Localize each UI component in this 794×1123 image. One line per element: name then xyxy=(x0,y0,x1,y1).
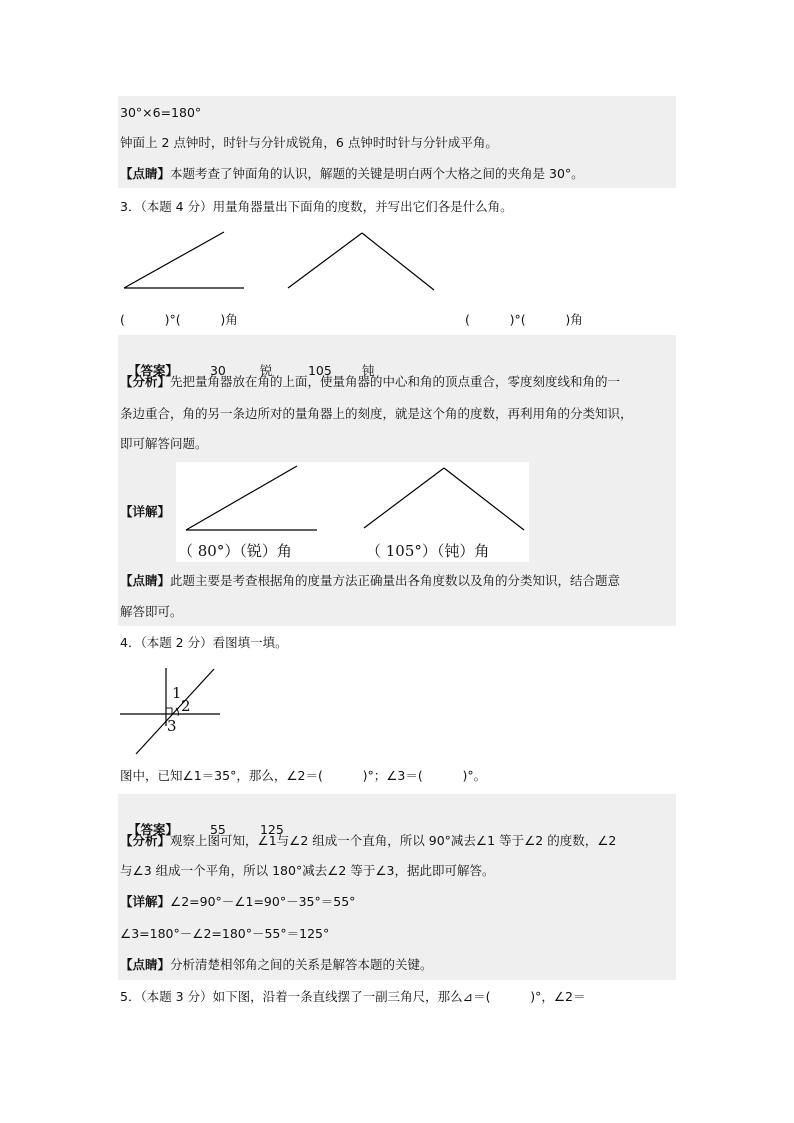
q3-detail-tag: 【详解】 xyxy=(120,504,171,519)
answer-value: 55 xyxy=(209,822,226,837)
q4-label-3: 3 xyxy=(167,717,177,735)
q4-analysis-l2: 与∠3 组成一个平角，所以 180°减去∠2 等于∠3，据此即可解答。 xyxy=(120,863,495,878)
detail-angle-obtuse xyxy=(362,462,528,538)
detail-tag: 【详解】 xyxy=(120,894,171,909)
q4-label-1: 1 xyxy=(172,684,182,702)
answer-value: 钝 xyxy=(361,363,375,378)
q2-calc: 30°×6=180° xyxy=(120,105,202,120)
answer-tag: 【答案】 xyxy=(127,363,178,378)
q2-explain: 钟面上 2 点钟时，时针与分针成锐角，6 点钟时时针与分针成平角。 xyxy=(120,135,498,150)
detail-label-right: （ 105°）（钝）角 xyxy=(366,542,490,560)
q3-angle-obtuse xyxy=(284,228,440,294)
detail-text: ∠2=90°－∠1=90°－35°＝55° xyxy=(170,894,356,909)
q4-dianjing xyxy=(120,955,433,975)
q3-blank-left: ( )°( )角 xyxy=(120,312,238,327)
detail-angle-acute xyxy=(176,462,336,538)
q3-dianjing-l1 xyxy=(120,571,620,591)
answer-value: 125 xyxy=(259,822,284,837)
dianjing-text: 分析清楚相邻角之间的关系是解答本题的关键。 xyxy=(170,957,433,972)
q3-analysis-l1 xyxy=(120,372,620,392)
q2-dianjing xyxy=(120,164,584,184)
q3-analysis-l3: 即可解答问题。 xyxy=(120,436,208,451)
q3-detail-figure xyxy=(176,462,529,562)
q4-analysis-l1 xyxy=(120,831,616,851)
q4-title: 4．（本题 2 分）看图填一填。 xyxy=(120,635,288,650)
analysis-tag: 【分析】 xyxy=(120,374,171,389)
answer-value: 锐 xyxy=(259,363,273,378)
q4-label-2: 2 xyxy=(181,697,191,715)
answer-value: 30 xyxy=(209,363,226,378)
dianjing-tag: 【点睛】 xyxy=(120,573,171,588)
q4-detail-l1 xyxy=(120,892,355,912)
q3-angle-acute xyxy=(120,228,250,294)
answer-tag: 【答案】 xyxy=(127,822,178,837)
analysis-text: 先把量角器放在角的上面，使量角器的中心和角的顶点重合，零度刻度线和角的一 xyxy=(170,374,621,389)
dianjing-text: 本题考查了钟面角的认识，解题的关键是明白两个大格之间的夹角是 30°。 xyxy=(170,166,584,181)
detail-label-left: （ 80°）（锐）角 xyxy=(178,542,292,560)
q3-dianjing-l2: 解答即可。 xyxy=(120,604,183,619)
q5-title: 5．（本题 3 分）如下图，沿着一条直线摆了一副三角尺，那么⊿＝( )°，∠2＝ xyxy=(120,989,586,1004)
dianjing-tag: 【点睛】 xyxy=(120,166,171,181)
q3-blank-right: ( )°( )角 xyxy=(465,312,583,327)
dianjing-tag: 【点睛】 xyxy=(120,957,171,972)
analysis-tag: 【分析】 xyxy=(120,833,171,848)
q3-analysis-l2: 条边重合，角的另一条边所对的量角器上的刻度，就是这个角的度数，再利用角的分类知识， xyxy=(120,406,633,421)
q4-figure xyxy=(118,664,222,756)
q3-title: 3．（本题 4 分）用量角器量出下面角的度数，并写出它们各是什么角。 xyxy=(120,199,513,214)
answer-value: 105 xyxy=(307,363,332,378)
q4-detail-l2: ∠3=180°－∠2=180°－55°＝125° xyxy=(120,926,330,941)
dianjing-text: 此题主要是考查根据角的度量方法正确量出各角度数以及角的分类知识，结合题意 xyxy=(170,573,621,588)
analysis-text: 观察上图可知，∠1与∠2 组成一个直角，所以 90°减去∠1 等于∠2 的度数，∠2 xyxy=(170,833,617,848)
q4-question: 图中，已知∠1＝35°，那么，∠2＝( )°；∠3＝( )°。 xyxy=(120,768,487,783)
